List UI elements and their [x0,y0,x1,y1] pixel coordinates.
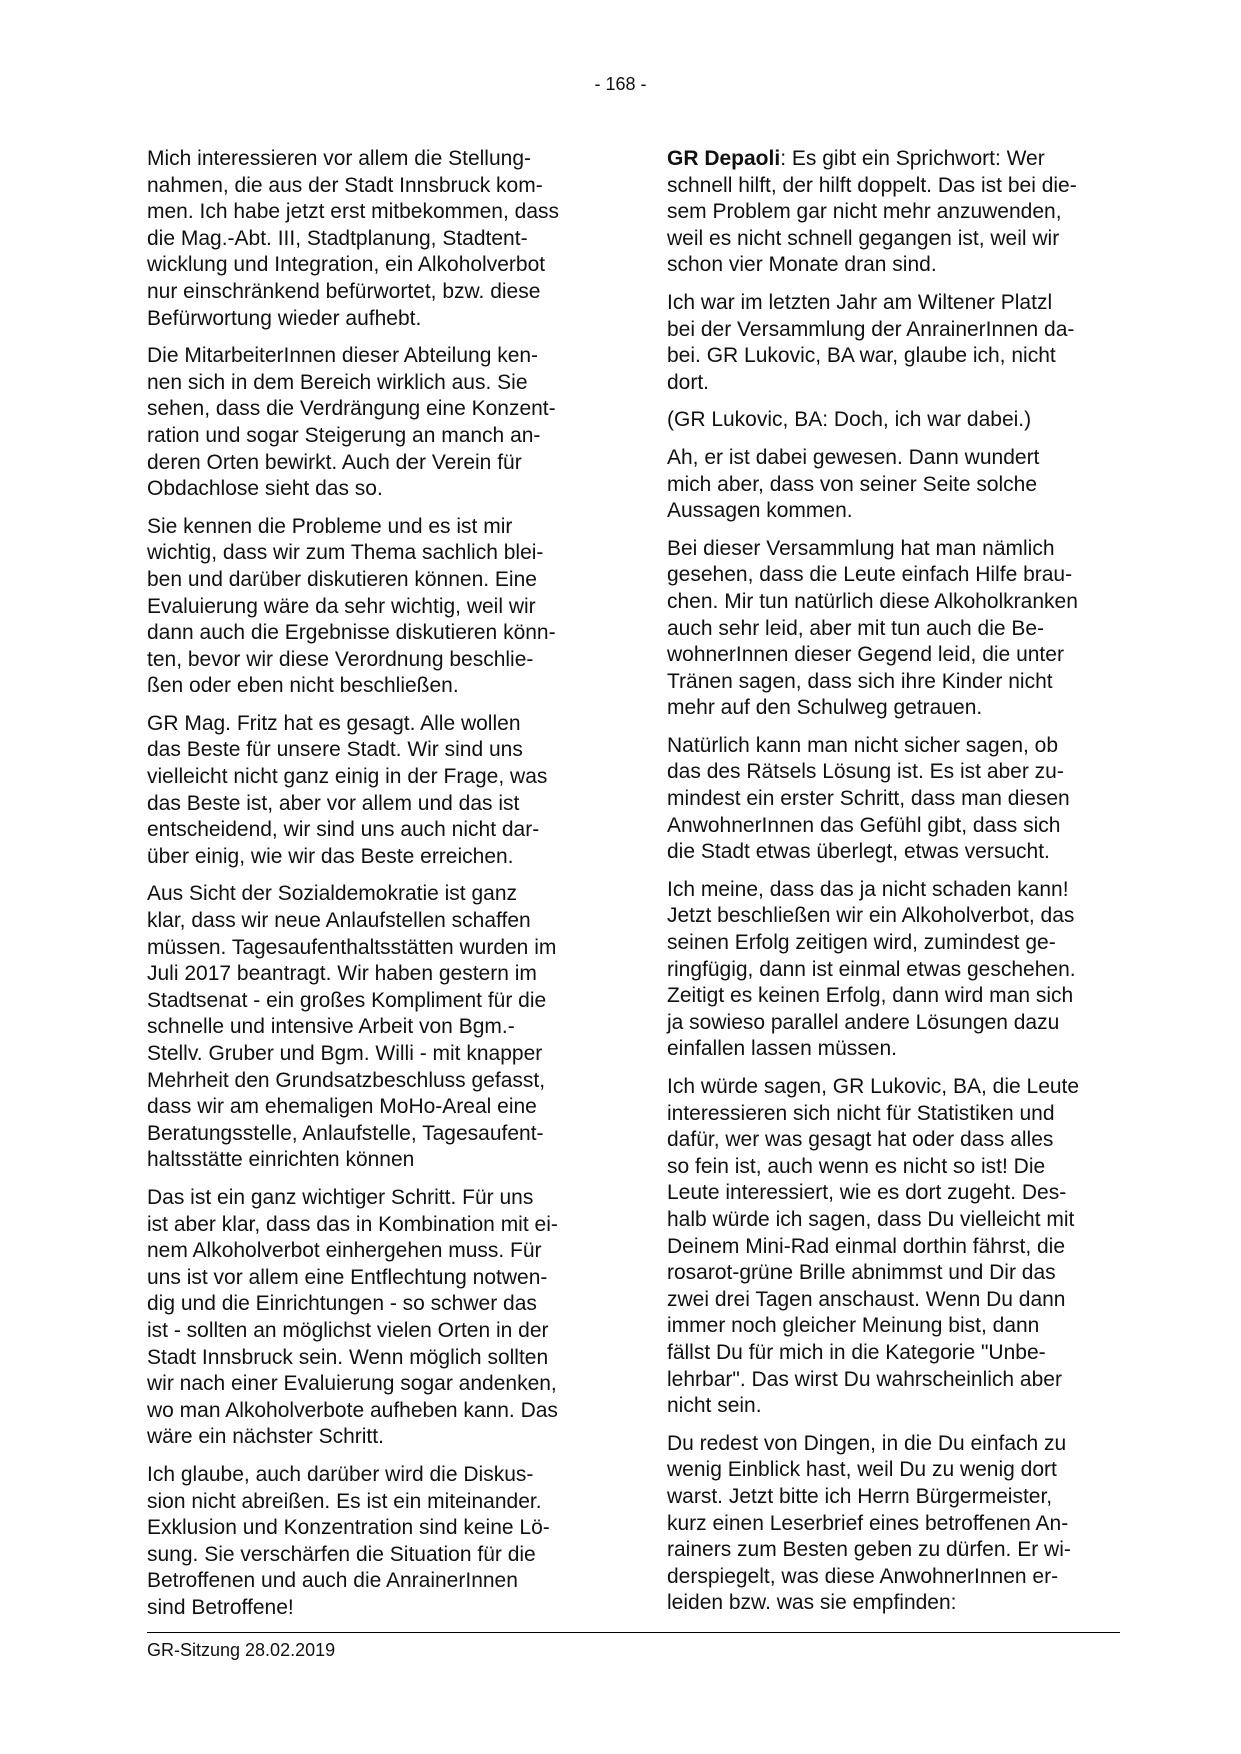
paragraph: Ich würde sagen, GR Lukovic, BA, die Leute interessieren sich nicht für Statistiken und dafür, wer was gesagt hat oder dass alles so fein ist, auch wenn es nicht so ist! Die Leute interessiert, wie es dort zugeht. Des- halb würde ich sagen, dass Du vielleicht mit Deinem Mini-Rad einmal dorthin fährst, die rosarot-grüne Brille abnimmst und Dir das zwei drei Tagen anschaust. Wenn Du dann immer noch gleicher Meinung bist, dann fällst Du für mich in die Kategorie "Unbe- lehrbar". Das wirst Du wahrscheinlich aber nicht sein. [667,1075,1080,1418]
left-column [147,146,607,1632]
paragraph: Die MitarbeiterInnen dieser Abteilung ken- nen sich in dem Bereich wirklich aus. Sie sehen, dass die Verdrängung eine Konzent- ration und sogar Steigerung an manch an- deren Orten bewirkt. Auch der Verein für Obdachlose sieht das so. [147,344,556,501]
paragraph: Natürlich kann man nicht sicher sagen, ob das des Rätsels Lösung ist. Es ist aber zu- mindest ein erster Schritt, dass man diesen AnwohnerInnen das Gefühl gibt, dass sich die Stadt etwas überlegt, etwas versucht. [667,733,1070,864]
speaker-text: : Es gibt ein Sprichwort: Wer schnell hilft, der hilft doppelt. Das ist bei die- sem Problem gar nicht mehr anzuwenden, weil es nicht schnell gegangen ist, weil wir schon vier Monate dran sind. [667,147,1077,277]
footer-text: GR-Sitzung 28.02.2019 [147,1640,336,1660]
speaker-paragraph [667,146,1127,279]
paragraph: Sie kennen die Probleme und es ist mir wichtig, dass wir zum Thema sachlich blei- ben und darüber diskutieren können. Eine Evaluierung wäre da sehr wichtig, weil wir dann auch die Ergebnisse diskutieren könn- ten, bevor wir diese Verordnung beschlie- ßen oder eben nicht beschließen. [147,514,556,698]
paragraph: Bei dieser Versammlung hat man nämlich gesehen, dass die Leute einfach Hilfe brau- chen. Mir tun natürlich diese Alkoholkranken auch sehr leid, aber mit tun auch die Be- wohnerInnen dieser Gegend leid, die unter Tränen sagen, dass sich ihre Kinder nicht mehr auf den Schulweg getrauen. [667,536,1078,720]
paragraph: GR Mag. Fritz hat es gesagt. Alle wollen das Beste für unsere Stadt. Wir sind uns vielleicht nicht ganz einig in der Frage, was das Beste ist, aber vor allem und das ist entscheidend, wir sind uns auch nicht dar- über einig, wie wir das Beste erreichen. [147,711,548,868]
speaker-name: GR Depaoli [667,147,781,170]
paragraph: Du redest von Dingen, in die Du einfach zu wenig Einblick hast, weil Du zu wenig dort warst. Jetzt bitte ich Herrn Bürgermeister, kurz einen Leserbrief eines betroffenen An- rainers zum Besten geben zu dürfen. Er wi- derspiegelt, was diese AnwohnerInnen er- leiden bzw. was sie empfinden: [667,1431,1071,1615]
interjection: (GR Lukovic, BA: Doch, ich war dabei.) [667,408,1032,432]
paragraph: Ah, er ist dabei gewesen. Dann wundert mich aber, dass von seiner Seite solche Aussagen kommen. [667,445,1040,523]
page-number: - 168 - [594,74,647,94]
footer-divider [147,1632,1120,1633]
paragraph: Ich meine, dass das ja nicht schaden kann! Jetzt beschließen wir ein Alkoholverbot, das seinen Erfolg zeitigen wird, zumindest ge- ringfügig, dann ist einmal etwas geschehen. Zeitigt es keinen Erfolg, dann wird man sich ja sowieso parallel andere Lösungen dazu einfallen lassen müssen. [667,877,1076,1061]
paragraph: Mich interessieren vor allem die Stellung- nahmen, die aus der Stadt Innsbruck kom- men. Ich habe jetzt erst mitbekommen, dass die Mag.-Abt. III, Stadtplanung, Stadtent- wicklung und Integration, ein Alkoholverbot nur einschränkend befürwortet, bzw. diese Befürwortung wieder aufhebt. [147,147,560,330]
paragraph: Das ist ein ganz wichtiger Schritt. Für uns ist aber klar, dass das in Kombination mit ei- nem Alkoholverbot einhergehen muss. Für uns ist vor allem eine Entflechtung notwen- dig und die Einrichtungen - so schwer das ist - sollten an möglichst vielen Orten in der Stadt Innsbruck sein. Wenn möglich sollten wir nach einer Evaluierung sogar andenken, wo man Alkoholverbote aufheben kann. Das wäre ein nächster Schritt. [147,1185,558,1449]
paragraph: Aus Sicht der Sozialdemokratie ist ganz klar, dass wir neue Anlaufstellen schaffen müssen. Tagesaufenthaltsstätten wurden im Juli 2017 beantragt. Wir haben gestern im Stadtsenat - ein großes Kompliment für die schnelle und intensive Arbeit von Bgm.- Stellv. Gruber und Bgm. Willi - mit knapper Mehrheit den Grundsatzbeschluss gefasst, dass wir am ehemaligen MoHo-Areal eine Beratungsstelle, Anlaufstelle, Tagesaufent- haltsstätte einrichten können [147,882,557,1172]
paragraph: Ich war im letzten Jahr am Wiltener Platzl bei der Versammlung der AnrainerInnen da- bei. GR Lukovic, BA war, glaube ich, nicht dort. [667,290,1075,394]
right-column [667,146,1127,1628]
paragraph: Ich glaube, auch darüber wird die Diskus- sion nicht abreißen. Es ist ein miteinander. Exklusion und Konzentration sind keine Lö- sung. Sie verschärfen die Situation für die Betroffenen und auch die AnrainerInnen sind Betroffene! [147,1462,550,1619]
